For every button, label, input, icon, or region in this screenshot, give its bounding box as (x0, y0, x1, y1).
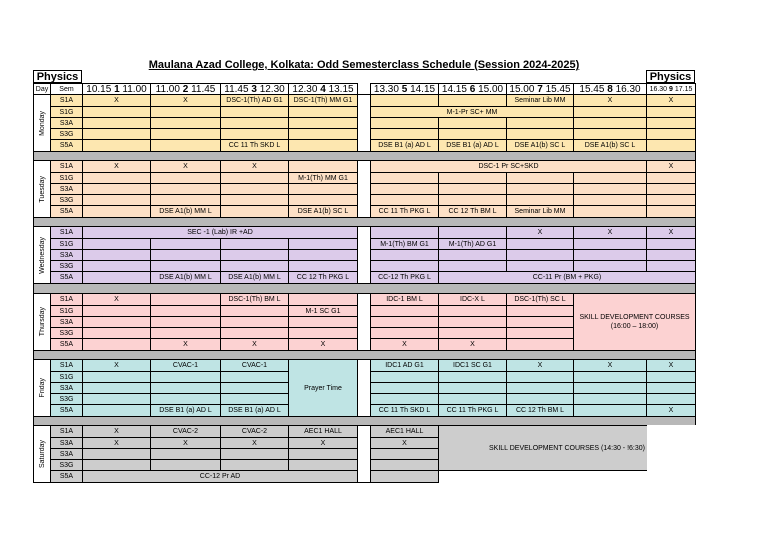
lunch-gap (357, 425, 371, 483)
schedule-cell: X (150, 94, 221, 107)
schedule-cell: X (288, 437, 358, 449)
period-end: 14.15 (410, 83, 436, 95)
schedule-cell (573, 205, 647, 218)
header-day: Day (33, 83, 51, 95)
schedule-cell: X (82, 160, 151, 173)
schedule-cell (150, 139, 221, 152)
period-start: 15.00 (509, 83, 535, 95)
schedule-cell (82, 338, 151, 351)
day-label-saturday (33, 425, 51, 483)
schedule-cell: M-1-Pr SC+ MM (370, 106, 574, 118)
sem-label: S3G (50, 128, 83, 140)
schedule-cell: CVAC-2 (220, 425, 289, 438)
schedule-cell: SEC -1 (Lab) IR +AD (82, 226, 358, 239)
schedule-cell: X (220, 437, 289, 449)
period-number: 4 (317, 83, 329, 95)
sem-label: S1A (50, 293, 83, 306)
period-end: 11.00 (122, 83, 147, 95)
schedule-cell: CC 11 Th SKD L (220, 139, 289, 152)
schedule-cell: X (573, 94, 647, 107)
sem-label: S5A (50, 139, 83, 152)
day-label-wednesday (33, 226, 51, 284)
sem-label: S3G (50, 327, 83, 339)
sem-label: S1G (50, 106, 83, 118)
schedule-cell: DSE A1(b) MM L (150, 205, 221, 218)
schedule-cell: DSE B1 (a) AD L (150, 404, 221, 417)
schedule-cell: X (506, 226, 574, 239)
schedule-cell: CC-12 Th PKG L (370, 271, 439, 284)
period-end: 16.30 (615, 83, 641, 95)
schedule-cell: DSC-1(Th) BM L (220, 293, 289, 306)
day-name: Saturday (38, 439, 46, 469)
schedule-cell: CC 12 Th BM L (506, 404, 574, 417)
sem-label: S3G (50, 260, 83, 272)
schedule-cell: CVAC-1 (150, 359, 221, 372)
schedule-cell: X (82, 293, 151, 306)
schedule-cell: X (220, 160, 289, 173)
schedule-cell: X (573, 226, 647, 239)
schedule-cell: X (150, 437, 221, 449)
page-title: Maulana Azad College, Kolkata: Odd Semesterclass Schedule (Session 2024-2025) (148, 59, 580, 71)
sem-label: S3A (50, 382, 83, 394)
schedule-cell: DSC-1 Pr SC+SKD (370, 160, 647, 173)
sem-label: S3A (50, 316, 83, 328)
sem-label: S3G (50, 393, 83, 405)
period-number: 7 (534, 83, 546, 95)
schedule-cell (288, 139, 358, 152)
schedule-cell: CC 12 Th PKG L (288, 271, 358, 284)
schedule-cell: IDC1 SC G1 (438, 359, 507, 372)
schedule-cell: CC 12 Th BM L (438, 205, 507, 218)
sem-label: S1A (50, 160, 83, 173)
lunch-gap (357, 359, 371, 417)
schedule-cell: DSE A1(b) SC L (506, 139, 574, 152)
sem-label: S5A (50, 470, 83, 483)
period-start: 15.45 (579, 83, 605, 95)
schedule-cell: X (288, 338, 358, 351)
dept-label-left: Physics (33, 70, 82, 83)
schedule-cell (220, 205, 289, 218)
schedule-cell: X (150, 160, 221, 173)
period-number: 8 (604, 83, 616, 95)
schedule-cell: X (438, 338, 507, 351)
schedule-cell (82, 404, 151, 417)
schedule-cell: AEC1 HALL (288, 425, 358, 438)
period-end: 12.30 (259, 83, 285, 95)
schedule-cell (370, 470, 439, 483)
day-label-friday (33, 359, 51, 417)
schedule-cell: DSE A1(b) MM L (220, 271, 289, 284)
period-start: 12.30 (292, 83, 318, 95)
schedule-cell: X (646, 226, 696, 239)
schedule-cell: X (82, 425, 151, 438)
day-label-monday (33, 94, 51, 152)
schedule-cell: CVAC-2 (150, 425, 221, 438)
schedule-cell: CC 11 Th PKG L (370, 205, 439, 218)
day-name: Thursday (38, 307, 46, 337)
schedule-cell (82, 139, 151, 152)
schedule-cell: CC 11 Th SKD L (370, 404, 439, 417)
period-number: 1 (111, 83, 123, 95)
schedule-cell: X (220, 338, 289, 351)
sem-label: S5A (50, 404, 83, 417)
period-start: 16.30 (649, 85, 668, 93)
schedule-cell: M-1(Th) AD G1 (438, 238, 507, 250)
day-label-thursday (33, 293, 51, 351)
schedule-cell: X (150, 338, 221, 351)
sem-label: S3A (50, 249, 83, 261)
header-sem: Sem (50, 83, 83, 95)
schedule-cell: Seminar Lib MM (506, 205, 574, 218)
period-number: 5 (398, 83, 411, 95)
schedule-cell: SKILL DEVELOPMENT COURSES (14:30 - !6:30) (438, 425, 696, 471)
schedule-cell (646, 205, 696, 218)
lunch-gap (357, 94, 371, 152)
period-number: 6 (466, 83, 479, 95)
schedule-cell: DSE B1 (a) AD L (220, 404, 289, 417)
lunch-gap (357, 293, 371, 351)
period-end: 15.00 (478, 83, 504, 95)
schedule-cell: DSC-1(Th) AD G1 (220, 94, 289, 107)
schedule-cell (82, 271, 151, 284)
day-name: Wednesday (38, 236, 46, 274)
sem-label: S3A (50, 448, 83, 460)
schedule-cell: X (646, 94, 696, 107)
sem-label: S1G (50, 305, 83, 317)
schedule-cell: IDC-X L (438, 293, 507, 306)
schedule-cell: Seminar Lib MM (506, 94, 574, 107)
day-name: Monday (38, 110, 46, 136)
schedule-cell: X (506, 359, 574, 372)
schedule-cell: X (646, 359, 696, 372)
schedule-cell: DSC-1(Th) MM G1 (288, 94, 358, 107)
sem-label: S3G (50, 459, 83, 471)
sem-label: S1A (50, 226, 83, 239)
period-number: 2 (179, 83, 192, 95)
day-name: Tuesday (38, 175, 46, 203)
schedule-cell: DSE A1(b) SC L (288, 205, 358, 218)
schedule-cell: X (573, 359, 647, 372)
period-start: 11.45 (224, 83, 249, 95)
schedule-cell: Prayer Time (288, 359, 358, 417)
schedule-cell: DSE B1 (a) AD L (370, 139, 439, 152)
schedule-cell: CC 11 Th PKG L (438, 404, 507, 417)
sem-label: S3A (50, 183, 83, 195)
sem-label: S1G (50, 172, 83, 184)
schedule-cell: CC-12 Pr AD (82, 470, 358, 483)
period-end: 11.45 (191, 83, 216, 95)
period-start: 14.15 (441, 83, 467, 95)
sem-label: S5A (50, 338, 83, 351)
day-name: Friday (38, 378, 46, 398)
schedule-cell: DSE B1 (a) AD L (438, 139, 507, 152)
schedule-cell (506, 338, 574, 351)
period-number: 9 (667, 85, 675, 93)
blank-area (647, 425, 696, 489)
sem-label: S1G (50, 371, 83, 383)
sem-label: S1A (50, 425, 83, 438)
schedule-cell: X (370, 338, 439, 351)
period-end: 13.15 (328, 83, 354, 95)
period-end: 17.15 (674, 85, 693, 93)
day-label-tuesday (33, 160, 51, 218)
lunch-gap (357, 226, 371, 284)
sem-label: S5A (50, 271, 83, 284)
schedule-cell: CVAC-1 (220, 359, 289, 372)
period-number: 3 (248, 83, 260, 95)
sem-label: S1G (50, 238, 83, 250)
schedule-cell: X (82, 94, 151, 107)
dept-label-right: Physics (646, 70, 695, 83)
schedule-cell: DSC-1(Th) SC L (506, 293, 574, 306)
schedule-cell (573, 404, 647, 417)
schedule-cell: M-1(Th) BM G1 (370, 238, 439, 250)
schedule-cell: IDC-1 BM L (370, 293, 439, 306)
schedule-cell: DSE A1(b) MM L (150, 271, 221, 284)
period-start: 13.30 (373, 83, 399, 95)
schedule-cell: SKILL DEVELOPMENT COURSES (16:00 – 18:00) (573, 293, 696, 351)
sem-label: S3A (50, 437, 83, 449)
schedule-cell: X (370, 437, 439, 449)
schedule-cell (646, 139, 696, 152)
sem-label: S3G (50, 194, 83, 206)
schedule-cell: AEC1 HALL (370, 425, 439, 438)
sem-label: S1A (50, 359, 83, 372)
schedule-cell: IDC1 AD G1 (370, 359, 439, 372)
period-start: 10.15 (86, 83, 112, 95)
schedule-cell: M-1(Th) MM G1 (288, 172, 358, 184)
period-end: 15.45 (545, 83, 571, 95)
schedule-cell: X (646, 404, 696, 417)
sem-label: S5A (50, 205, 83, 218)
schedule-cell: X (646, 160, 696, 173)
schedule-cell (82, 205, 151, 218)
schedule-cell: CC-11 Pr (BM + PKG) (438, 271, 696, 284)
lunch-gap (357, 160, 371, 218)
schedule-cell: M-1 SC G1 (288, 305, 358, 317)
period-start: 11.00 (155, 83, 180, 95)
sem-label: S3A (50, 117, 83, 129)
schedule-cell: DSE A1(b) SC L (573, 139, 647, 152)
schedule-cell: X (82, 359, 151, 372)
sem-label: S1A (50, 94, 83, 107)
schedule-cell: X (82, 437, 151, 449)
